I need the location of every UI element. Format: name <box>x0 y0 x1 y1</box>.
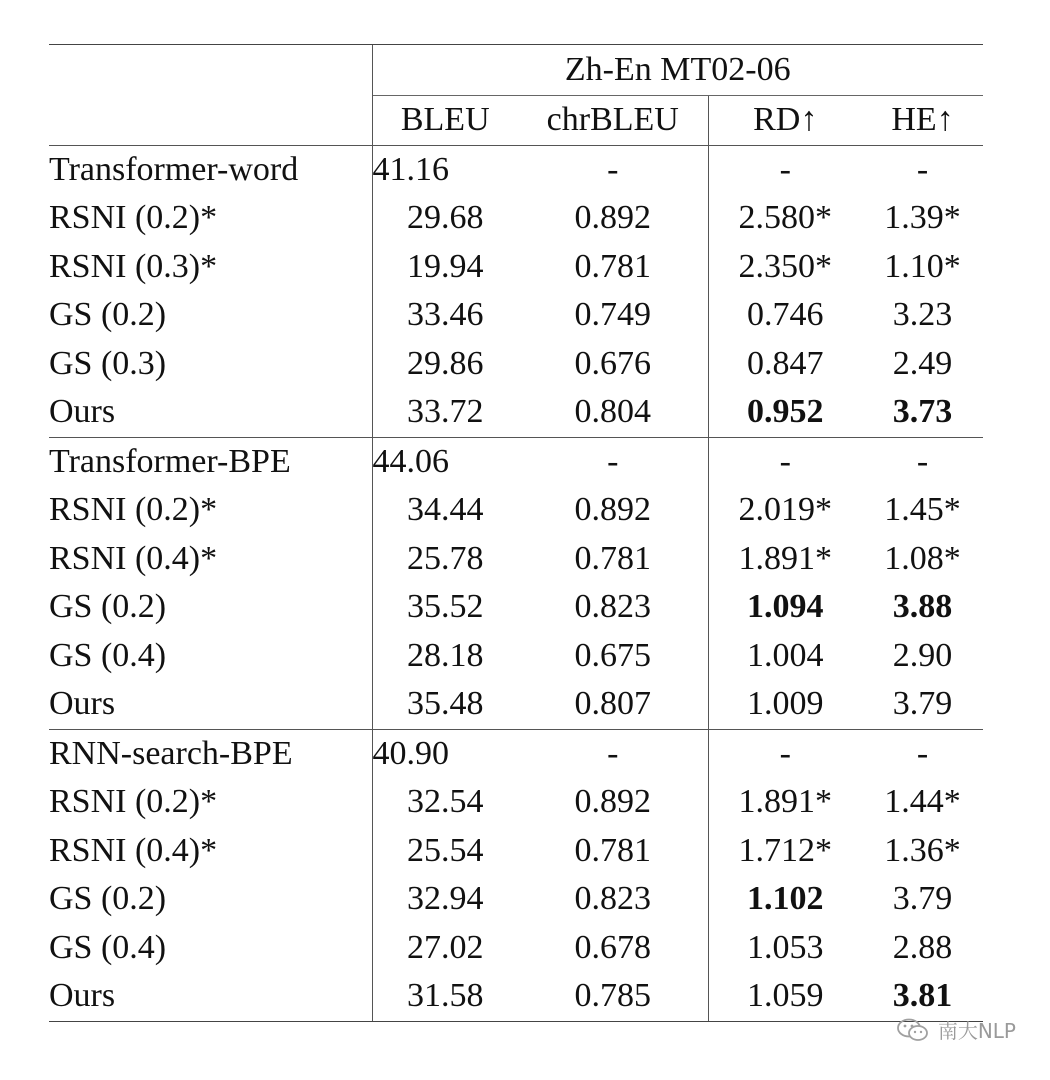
header-row-metrics <box>49 96 983 146</box>
table-row <box>49 972 983 1021</box>
cell-he: - <box>862 145 983 194</box>
cell-rd: 1.891* <box>708 535 862 584</box>
cell-chrbleu: - <box>518 145 708 194</box>
cell-chrbleu: 0.749 <box>574 296 651 333</box>
cell-bleu: 27.02 <box>372 924 518 973</box>
cell-he: 1.36* <box>884 831 961 869</box>
row-label: GS (0.2) <box>49 880 167 917</box>
cell-he: 3.23 <box>892 296 953 333</box>
cell-he: 3.79 <box>892 880 953 917</box>
results-table <box>49 44 983 1022</box>
cell-bleu: 32.54 <box>372 778 518 827</box>
cell-he: 2.90 <box>892 636 953 674</box>
row-label: RSNI (0.3)* <box>49 247 218 285</box>
col-header-chrbleu: chrBLEU <box>518 96 708 146</box>
wechat-icon <box>896 1017 930 1043</box>
cell-chrbleu: - <box>518 729 708 778</box>
cell-he: 1.45* <box>884 491 961 528</box>
cell-chrbleu: 0.781 <box>574 247 651 285</box>
cell-rd: - <box>708 729 862 778</box>
row-label: RNN-search-BPE <box>49 729 372 778</box>
row-label: GS (0.4) <box>49 928 167 966</box>
table-row <box>49 486 983 535</box>
cell-bleu: 31.58 <box>372 972 518 1021</box>
header-row-dataset <box>49 45 983 96</box>
row-label: GS (0.2) <box>49 588 167 625</box>
cell-chrbleu: 0.781 <box>574 831 651 869</box>
table-row <box>49 194 983 243</box>
cell-chrbleu: 0.676 <box>574 344 651 382</box>
cell-bleu: 35.48 <box>372 680 518 729</box>
table-row <box>49 827 983 876</box>
cell-chrbleu: 0.823 <box>574 880 651 917</box>
cell-rd: 2.580* <box>708 194 862 243</box>
cell-he-best: 3.73 <box>892 393 953 430</box>
table-row <box>49 291 983 340</box>
cell-chrbleu: 0.892 <box>574 199 651 236</box>
row-label: Transformer-BPE <box>49 437 372 486</box>
cell-chrbleu: - <box>518 437 708 486</box>
cell-rd: 0.847 <box>708 340 862 389</box>
cell-he: - <box>862 729 983 778</box>
col-header-he: HE↑ <box>862 96 983 146</box>
cell-bleu: 34.44 <box>372 486 518 535</box>
cell-rd: 1.009 <box>708 680 862 729</box>
cell-rd: 2.019* <box>708 486 862 535</box>
cell-bleu: 29.68 <box>372 194 518 243</box>
cell-he-best: 3.81 <box>862 972 983 1021</box>
cell-rd-best: 0.952 <box>708 388 862 437</box>
cell-he: - <box>862 437 983 486</box>
header-empty-cell <box>49 45 372 96</box>
table-row <box>49 778 983 827</box>
cell-rd-best: 1.102 <box>708 875 862 924</box>
col-header-rd: RD↑ <box>708 96 862 146</box>
cell-he: 2.88 <box>892 928 953 966</box>
row-label: GS (0.2) <box>49 296 167 333</box>
table-row-baseline <box>49 729 983 778</box>
cell-chrbleu: 0.892 <box>574 783 651 820</box>
table-row <box>49 243 983 292</box>
row-label: RSNI (0.2)* <box>49 491 218 528</box>
table-row <box>49 924 983 973</box>
cell-rd: 1.712* <box>708 827 862 876</box>
row-label: Ours <box>49 393 116 430</box>
cell-rd: 1.053 <box>708 924 862 973</box>
cell-chrbleu: 0.892 <box>574 491 651 528</box>
row-label: Transformer-word <box>49 145 372 194</box>
cell-bleu: 28.18 <box>372 632 518 681</box>
cell-he: 3.79 <box>892 685 953 722</box>
cell-bleu: 19.94 <box>372 243 518 292</box>
cell-chrbleu: 0.823 <box>574 588 651 625</box>
cell-he: 1.10* <box>884 247 961 285</box>
row-label: Ours <box>49 685 116 722</box>
row-label: GS (0.4) <box>49 636 167 674</box>
cell-chrbleu: 0.781 <box>574 539 651 577</box>
cell-bleu: 29.86 <box>372 340 518 389</box>
cell-bleu: 33.72 <box>372 388 518 437</box>
cell-chrbleu: 0.807 <box>574 685 651 722</box>
cell-he-best: 3.88 <box>892 588 953 625</box>
cell-bleu: 41.16 <box>372 145 518 194</box>
row-label: Ours <box>49 972 372 1021</box>
row-label: RSNI (0.4)* <box>49 831 218 869</box>
cell-bleu: 35.52 <box>372 583 518 632</box>
cell-he: 1.39* <box>884 199 961 236</box>
cell-rd: 1.059 <box>708 972 862 1021</box>
cell-he: 1.08* <box>884 539 961 577</box>
cell-bleu: 33.46 <box>372 291 518 340</box>
table-row <box>49 632 983 681</box>
cell-chrbleu: 0.785 <box>518 972 708 1021</box>
cell-rd-best: 1.094 <box>708 583 862 632</box>
cell-rd: - <box>708 145 862 194</box>
cell-bleu: 44.06 <box>372 437 518 486</box>
cell-rd: 1.004 <box>708 632 862 681</box>
cell-rd: 0.746 <box>708 291 862 340</box>
cell-he: 1.44* <box>884 783 961 820</box>
cell-he: 2.49 <box>892 344 953 382</box>
cell-bleu: 25.54 <box>372 827 518 876</box>
cell-chrbleu: 0.804 <box>574 393 651 430</box>
cell-bleu: 25.78 <box>372 535 518 584</box>
table-row-baseline <box>49 145 983 194</box>
cell-rd: 1.891* <box>708 778 862 827</box>
table-row <box>49 875 983 924</box>
table-row <box>49 388 983 437</box>
row-label: RSNI (0.2)* <box>49 199 218 236</box>
header-empty-cell <box>49 96 372 146</box>
row-label: RSNI (0.4)* <box>49 539 218 577</box>
table-row <box>49 535 983 584</box>
cell-chrbleu: 0.678 <box>574 928 651 966</box>
table-row-baseline <box>49 437 983 486</box>
table-row <box>49 680 983 729</box>
cell-chrbleu: 0.675 <box>574 636 651 674</box>
table-row <box>49 340 983 389</box>
col-header-bleu: BLEU <box>372 96 518 146</box>
cell-rd: - <box>708 437 862 486</box>
row-label: RSNI (0.2)* <box>49 783 218 820</box>
cell-bleu: 40.90 <box>372 729 518 778</box>
cell-rd: 2.350* <box>708 243 862 292</box>
watermark <box>896 1015 1016 1044</box>
watermark-text: 南大NLP <box>937 1019 1016 1043</box>
dataset-header: Zh-En MT02-06 <box>372 45 983 96</box>
table-row <box>49 583 983 632</box>
row-label: GS (0.3) <box>49 344 167 382</box>
cell-bleu: 32.94 <box>372 875 518 924</box>
